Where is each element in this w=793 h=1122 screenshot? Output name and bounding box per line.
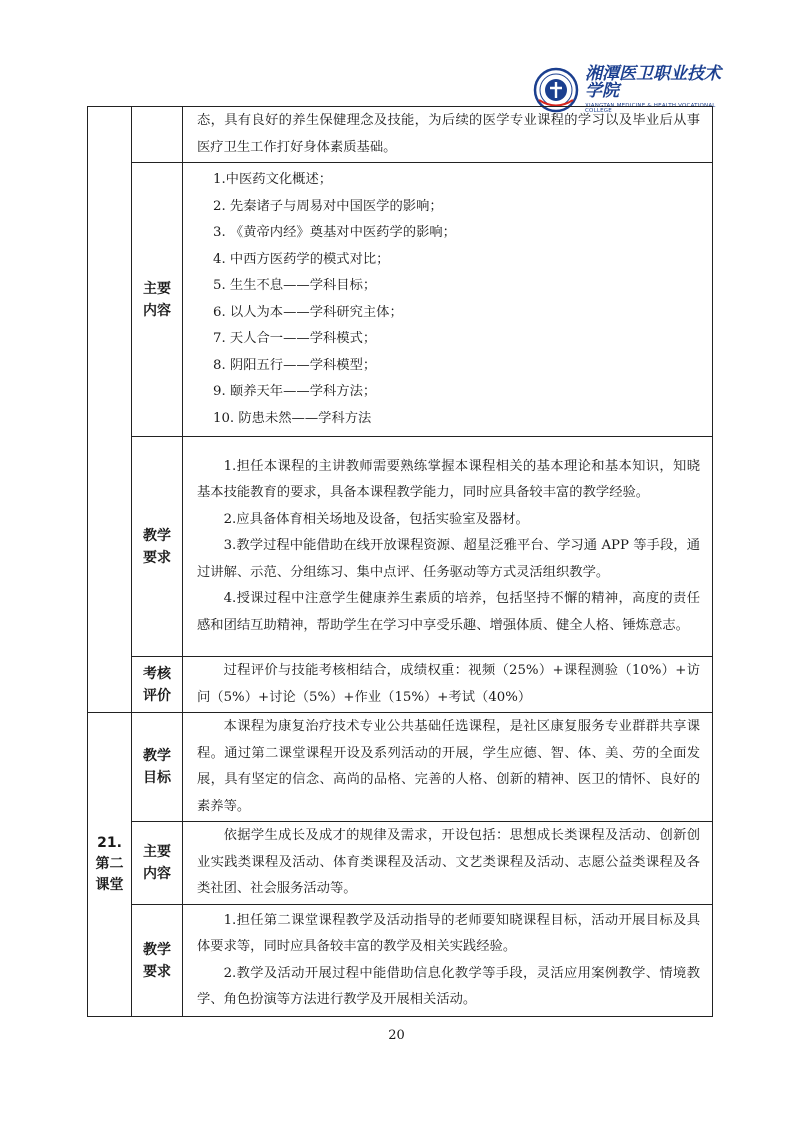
table-row [88,107,713,163]
requirement-item: 1.担任第二课堂课程教学及活动指导的老师要知晓课程目标，活动开展目标及具体要求等，同时应具备较丰富的教学及相关实践经验。 [197,912,700,954]
content-text-cell [183,822,713,905]
goal-label: 教学目标 [143,748,171,786]
section-title: 第二课堂 [95,856,124,893]
goal-text-cell [183,107,713,163]
list-item: 9. 颐养天年——学科方法； [213,384,377,399]
goal-label-cell [132,107,183,163]
requirements-label: 教学要求 [143,527,171,566]
requirements-label-cell [132,437,183,657]
table-row [88,437,713,657]
goal-text-cell [183,713,713,822]
table-row [88,657,713,713]
logo-chinese-name: 湘潭医卫职业技术学院 [585,63,721,101]
content-label: 主要内容 [143,844,171,882]
list-item: 3. 《黄帝内经》奠基对中医药学的影响； [213,225,456,240]
assessment-text: 过程评价与技能考核相结合，成绩权重：视频（25%）+课程测验（10%）+访问（5%）+讨论（5%）+作业（15%）+考试（40%） [197,663,700,705]
list-item: 5. 生生不息——学科目标； [213,278,377,293]
goal-text: 本课程为康复治疗技术专业公共基础任选课程，是社区康复服务专业群群共享课程。通过第二课堂课程开设及系列活动的开展，学生应德、智、体、美、劳的全面发展，具有坚定的信念、高尚的品格、完善的人格、创新的精神、医卫的情怀、良好的素养等。 [197,719,700,814]
content-text: 依据学生成长及成才的规律及需求，开设包括：思想成长类课程及活动、创新创业实践类课程及活动、体育类课程及活动、文艺类课程及活动、志愿公益类课程及各类社团、社会服务活动等。 [197,828,700,897]
assessment-label: 考核评价 [143,665,171,704]
logo-english-name: XIANGTAN MEDICINE & HEALTH VOCATIONAL COLLEGE [585,102,716,114]
requirement-item: 1.担任本课程的主讲教师需要熟练掌握本课程相关的基本理论和基本知识，知晓基本技能教育的要求，具备本课程教学能力，同时应具备较丰富的教学经验。 [197,458,700,501]
requirements-cell [183,437,713,657]
list-item: 10. 防患未然——学科方法 [213,410,372,426]
list-item: 1.中医药文化概述； [213,172,333,187]
assessment-label-cell [132,657,183,713]
list-item: 7. 天人合一——学科模式； [213,331,377,346]
requirements-label-cell [132,905,183,1017]
requirement-item: 4.授课过程中注意学生健康养生素质的培养，包括坚持不懈的精神，高度的责任感和团结互助精神，帮助学生在学习中享受乐趣、增强体质、健全人格、锤炼意志。 [197,591,700,633]
content-label-cell [132,163,183,437]
requirements-label: 教学要求 [143,941,171,980]
content-list-cell [183,163,713,437]
list-item: 2. 先秦诸子与周易对中国医学的影响； [213,198,443,214]
table-row [88,713,713,822]
section-number: 21. [97,835,122,851]
goal-text: 态，具有良好的养生保健理念及技能，为后续的医学专业课程的学习以及毕业后从事医疗卫生工作打好身体素质基础。 [197,113,700,155]
list-item: 8. 阴阳五行——学科模型； [213,357,377,373]
requirement-item: 2.应具备体育相关场地及设备，包括实验室及器材。 [223,511,529,527]
requirements-cell [183,905,713,1017]
goal-label-cell [132,713,183,822]
table-row [88,163,713,437]
assessment-cell [183,657,713,713]
list-item: 4. 中西方医药学的模式对比； [213,251,390,267]
curriculum-table [87,106,713,1017]
section-20-title-cell [88,107,132,713]
content-label-cell [132,822,183,905]
table-row [88,905,713,1017]
list-item: 6. 以人为本——学科研究主体； [213,304,403,320]
requirement-item: 3.教学过程中能借助在线开放课程资源、超星泛雅平台、学习通 APP 等手段，通过讲解、示范、分组练习、集中点评、任务驱动等方式灵活组织教学。 [197,538,700,580]
page-number: 20 [388,1028,405,1043]
table-row [88,822,713,905]
requirement-item: 2.教学及活动开展过程中能借助信息化教学等手段，灵活应用案例教学、情境教学、角色扮演等方法进行教学及开展相关活动。 [197,965,700,1007]
section-21-title-cell [88,713,132,1017]
content-label: 主要内容 [143,280,171,319]
